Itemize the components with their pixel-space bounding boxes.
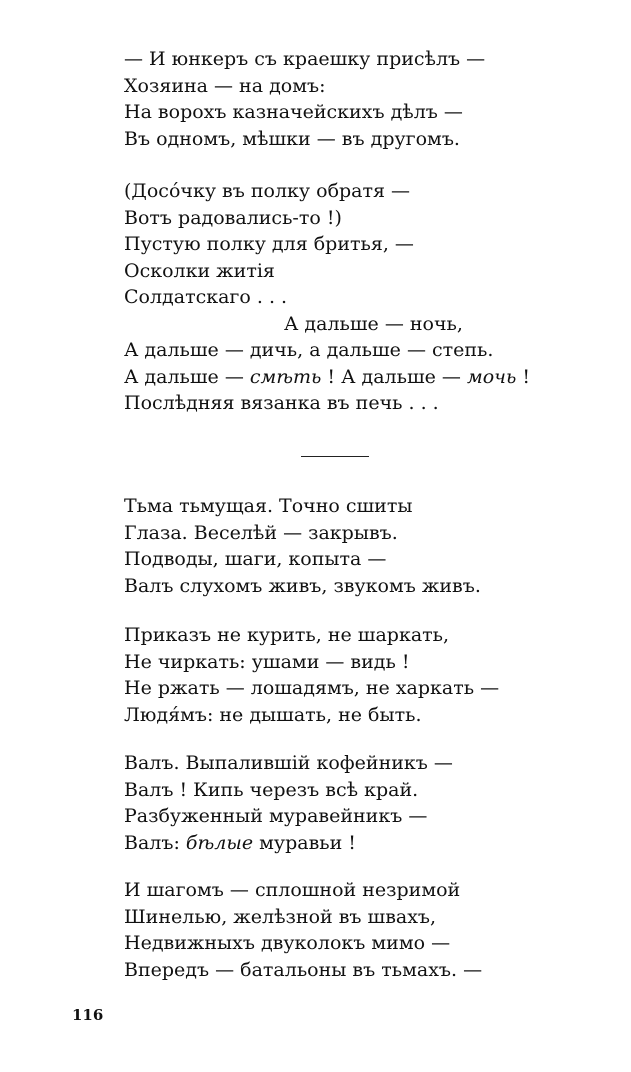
verse-line: А дальше — дичь, а дальше — степь. [124, 339, 494, 361]
verse-line [124, 830, 594, 857]
verse-line: Въ одномъ, мѣшки — въ другомъ. [124, 127, 460, 150]
verse-line: Впередъ — батальоны въ тьмахъ. — [124, 958, 483, 981]
verse-text: А дальше — [124, 365, 250, 388]
verse-line: Глаза. Веселѣй — закрывъ. [124, 521, 398, 544]
verse-line: Хозяина — на домъ: [124, 74, 326, 97]
verse-line: Валъ слухомъ живъ, звукомъ живъ. [124, 574, 481, 597]
verse-line: Не ржать — лошадямъ, не харкать — [124, 677, 500, 699]
verse-text: ! [516, 365, 531, 388]
stanza-2 [124, 178, 594, 417]
verse-line: Приказъ не курить, не шаркать, [124, 624, 450, 646]
verse-line [124, 364, 594, 391]
verse-line: Вотъ радовались-то !) [124, 206, 342, 229]
verse-line: Разбуженный муравейникъ — [124, 805, 428, 827]
verse-line: Послѣдняя вязанка въ печь . . . [124, 392, 439, 414]
verse-line: Людя́мъ: не дышать, не быть. [124, 703, 422, 726]
verse-line: Осколки житiя [124, 259, 275, 282]
stanza-4 [124, 622, 594, 728]
verse-line: Пустую полку для бритья, — [124, 233, 414, 255]
verse-line: Не чиркать: ушами — видь ! [124, 650, 410, 673]
verse-line: Подводы, шаги, копыта — [124, 548, 387, 570]
stanza-6 [124, 877, 594, 983]
verse-line: И шагомъ — сплошной незримой [124, 879, 461, 901]
page-number: 116 [72, 1006, 104, 1024]
verse-line: Валъ ! Кипь черезъ всѣ край. [124, 778, 419, 801]
verse-line: Тьма тьмущая. Точно сшиты [124, 495, 413, 517]
verse-line-indented: А дальше — ночь, [284, 312, 463, 335]
verse-line: — И юнкеръ съ краешку присѣлъ — [124, 48, 486, 70]
verse-text: ! А дальше — [321, 365, 467, 388]
verse-text: муравьи ! [253, 831, 356, 854]
verse-line: (Досо́чку въ полку обратя — [124, 180, 411, 202]
verse-line: Шинелью, желѣзной въ швахъ, [124, 905, 437, 928]
italic-word: смѣть [249, 365, 322, 388]
section-divider [301, 456, 369, 457]
verse-line: Солдатскаго . . . [124, 286, 288, 308]
verse-line: Валъ. Выпалившiй кофейникъ — [124, 752, 453, 774]
stanza-5 [124, 750, 594, 856]
stanza-1 [124, 46, 594, 152]
verse-text: Валъ: [124, 831, 186, 854]
verse-line: Недвижныхъ двуколокъ мимо — [124, 932, 451, 954]
verse-line: На ворохъ казначейскихъ дѣлъ — [124, 101, 463, 123]
italic-word: мочь [466, 365, 517, 388]
italic-word: бѣлые [185, 831, 254, 854]
stanza-3 [124, 493, 594, 599]
